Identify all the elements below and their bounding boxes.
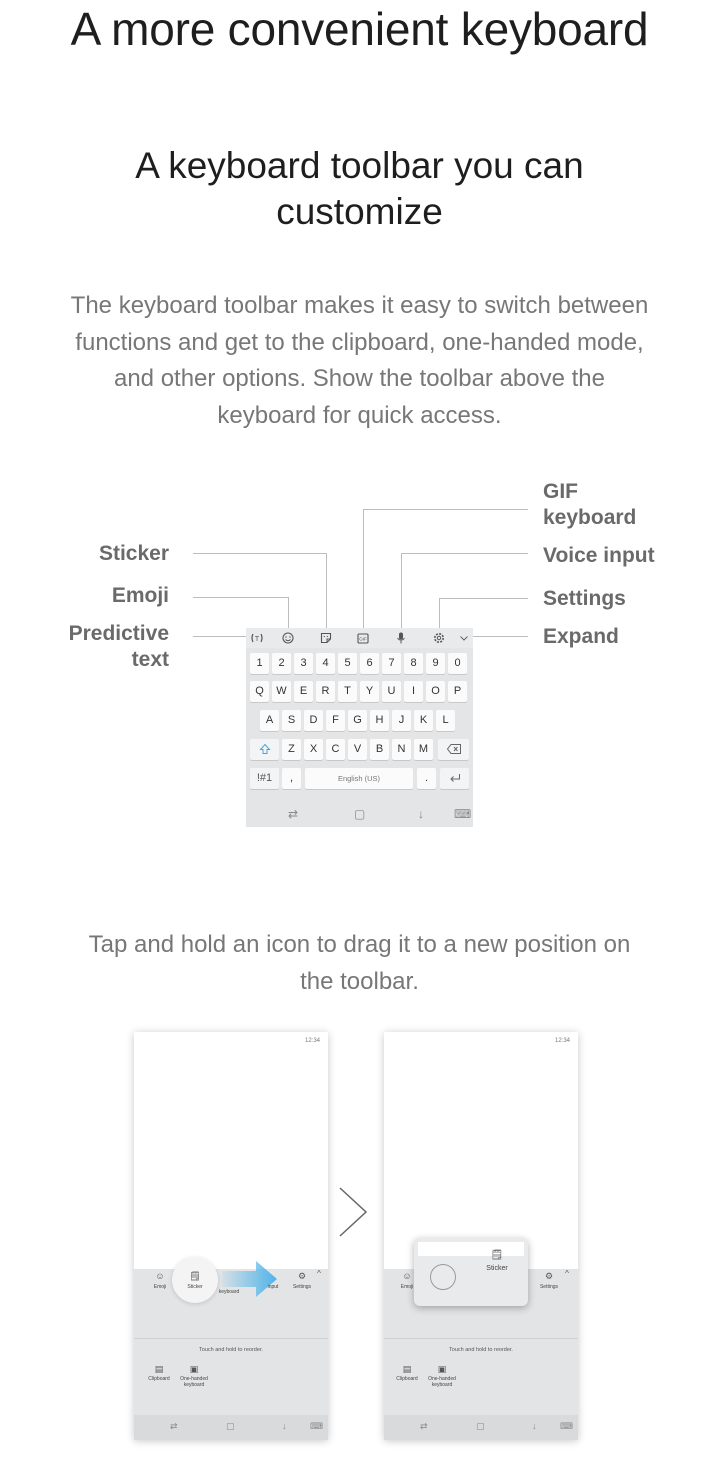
callout-voice-input: Voice input [543, 544, 655, 567]
gear-icon[interactable]: ⚙ [297, 1271, 307, 1281]
key-t[interactable]: T [338, 681, 357, 702]
key-y[interactable]: Y [360, 681, 379, 702]
section-title: A keyboard toolbar you can customize [135, 145, 584, 232]
key-6[interactable]: 6 [360, 653, 379, 674]
panel-divider [134, 1338, 328, 1339]
toolbar-label-emoji: Emoji [153, 1284, 167, 1290]
drag-arrow-icon [222, 1259, 278, 1299]
leader-line-settings [439, 598, 528, 599]
phone-before-drag [134, 1032, 328, 1440]
gear-icon[interactable]: ⚙ [544, 1271, 554, 1281]
key-v[interactable]: V [348, 739, 367, 760]
callout-gif-keyboard: GIF keyboard [543, 480, 637, 529]
callout-expand: Expand [543, 625, 619, 648]
sticker-drag-highlight[interactable] [172, 1257, 218, 1303]
chevron-right-icon [336, 1186, 370, 1238]
enter-key[interactable] [440, 768, 469, 789]
leader-line-emoji [193, 597, 289, 598]
one-handed-icon[interactable]: ▣ [437, 1364, 447, 1374]
keyboard-toolbar [246, 628, 473, 648]
callout-predictive-text: Predictive text [68, 622, 169, 671]
leader-line-emoji-vertical [288, 597, 289, 630]
home-icon[interactable]: ▢ [226, 1421, 235, 1431]
toolbar-label-settings: Settings [292, 1284, 312, 1290]
key-4[interactable]: 4 [316, 653, 335, 674]
backspace-icon [446, 743, 462, 755]
leader-line-settings-vertical [439, 598, 440, 630]
extra-label-clipboard: Clipboard [396, 1376, 418, 1382]
panel-divider [384, 1338, 578, 1339]
phone-navigation-bar [384, 1415, 578, 1440]
extra-label-clipboard: Clipboard [148, 1376, 170, 1382]
clipboard-icon[interactable]: ▤ [154, 1364, 164, 1374]
gear-icon[interactable] [432, 631, 446, 645]
dragged-toolbar-card[interactable] [414, 1238, 528, 1306]
leader-line-voice [401, 553, 528, 554]
sticker-icon[interactable] [319, 631, 333, 645]
gif-icon[interactable] [356, 631, 370, 645]
key-8[interactable]: 8 [404, 653, 423, 674]
period-key[interactable]: . [417, 768, 436, 789]
key-0[interactable]: 0 [448, 653, 467, 674]
key-5[interactable]: 5 [338, 653, 357, 674]
drop-target-circle [430, 1264, 456, 1290]
key-p[interactable]: P [448, 681, 467, 702]
toolbar-label-settings: Settings [539, 1284, 559, 1290]
callout-sticker: Sticker [98, 542, 169, 565]
space-key[interactable]: English (US) [305, 768, 413, 789]
reorder-hint: Touch and hold to reorder. [199, 1347, 263, 1353]
recent-apps-icon[interactable]: ⇄ [288, 807, 299, 821]
key-q[interactable]: Q [250, 681, 269, 702]
home-icon[interactable]: ▢ [476, 1421, 485, 1431]
card-top-strip [418, 1242, 524, 1256]
extra-label-one-handed: One-handed keyboard [428, 1376, 456, 1388]
chevron-up-icon[interactable]: ^ [565, 1269, 569, 1278]
svg-text:T: T [254, 636, 260, 643]
hide-keyboard-icon[interactable]: ↓ [532, 1421, 537, 1431]
recent-apps-icon[interactable]: ⇄ [170, 1421, 178, 1431]
backspace-key[interactable] [438, 739, 469, 760]
toolbar-label-emoji: Emoji [400, 1284, 414, 1290]
leader-line-voice-vertical [401, 553, 402, 630]
chevron-down-icon[interactable] [457, 631, 471, 645]
leader-line-gif-vertical [363, 509, 364, 630]
shift-key[interactable] [250, 739, 279, 760]
keyboard-navigation-bar [246, 802, 473, 827]
dragged-label-sticker: Sticker [486, 1265, 508, 1272]
toolbar-label-sticker: Sticker [187, 1284, 203, 1290]
key-f[interactable]: F [326, 710, 345, 731]
leader-line-sticker [193, 553, 326, 554]
key-r[interactable]: R [316, 681, 335, 702]
shift-icon [259, 743, 271, 755]
symbols-key[interactable]: !#1 [250, 768, 279, 789]
clipboard-icon[interactable]: ▤ [402, 1364, 412, 1374]
key-x[interactable]: X [304, 739, 323, 760]
extra-label-one-handed: One-handed keyboard [180, 1376, 208, 1388]
comma-key[interactable]: , [282, 768, 301, 789]
home-icon[interactable]: ▢ [354, 807, 366, 821]
keyboard-switch-icon[interactable]: ⌨ [310, 1421, 323, 1431]
keyboard-switch-icon[interactable]: ⌨ [560, 1421, 573, 1431]
svg-text:GIF: GIF [359, 636, 367, 642]
toolbar-edit-panel [134, 1269, 328, 1440]
key-u[interactable]: U [382, 681, 401, 702]
sticker-icon: 🗒 [490, 1250, 504, 1261]
sticker-icon: 🗒 [189, 1271, 201, 1281]
callout-settings: Settings [543, 587, 626, 610]
key-2[interactable]: 2 [272, 653, 291, 674]
key-o[interactable]: O [426, 681, 445, 702]
toolbar-label-keyboard: keyboard [218, 1289, 240, 1295]
key-1[interactable]: 1 [250, 653, 269, 674]
phone-during-drag [384, 1032, 578, 1440]
leader-line-sticker-vertical [326, 553, 327, 630]
key-s[interactable]: S [282, 710, 301, 731]
reorder-hint: Touch and hold to reorder. [449, 1347, 513, 1353]
emoji-icon[interactable]: ☺ [155, 1271, 165, 1281]
phone-navigation-bar [134, 1415, 328, 1440]
drag-instruction: Tap and hold an icon to drag it to a new position on the toolbar. [88, 931, 631, 995]
toolbar-description: The keyboard toolbar makes it easy to switch between functions and get to the clipboard, one-handed mode, and other options. Show the toolbar above the keyboard for quick access. [70, 292, 649, 429]
key-i[interactable]: I [404, 681, 423, 702]
key-a[interactable]: A [260, 710, 279, 731]
key-7[interactable]: 7 [382, 653, 401, 674]
key-3[interactable]: 3 [294, 653, 313, 674]
toolbar-label-input: input [267, 1284, 279, 1290]
predictive-text-icon[interactable] [250, 631, 264, 645]
key-b[interactable]: B [370, 739, 389, 760]
keyboard-illustration [246, 628, 473, 827]
recent-apps-icon[interactable]: ⇄ [420, 1421, 428, 1431]
one-handed-icon[interactable]: ▣ [189, 1364, 199, 1374]
key-l[interactable]: L [436, 710, 455, 731]
key-n[interactable]: N [392, 739, 411, 760]
key-c[interactable]: C [326, 739, 345, 760]
enter-icon [448, 772, 462, 784]
key-m[interactable]: M [414, 739, 433, 760]
status-time: 12:34 [554, 1038, 570, 1044]
leader-line-expand [466, 636, 528, 637]
chevron-up-icon[interactable]: ^ [317, 1269, 321, 1278]
key-w[interactable]: W [272, 681, 291, 702]
keyboard-switch-icon[interactable]: ⌨ [454, 807, 472, 821]
key-9[interactable]: 9 [426, 653, 445, 674]
emoji-icon[interactable] [281, 631, 295, 645]
key-z[interactable]: Z [282, 739, 301, 760]
emoji-icon[interactable]: ☺ [402, 1271, 412, 1281]
key-e[interactable]: E [294, 681, 313, 702]
status-time: 12:34 [304, 1038, 320, 1044]
key-j[interactable]: J [392, 710, 411, 731]
key-d[interactable]: D [304, 710, 323, 731]
hide-keyboard-icon[interactable]: ↓ [418, 807, 424, 821]
page-title: A more convenient keyboard [70, 3, 649, 55]
leader-line-predictive [193, 636, 250, 637]
microphone-icon[interactable] [394, 631, 408, 645]
callout-emoji: Emoji [111, 584, 169, 607]
leader-line-gif [363, 509, 528, 510]
key-g[interactable]: G [348, 710, 367, 731]
key-k[interactable]: K [414, 710, 433, 731]
hide-keyboard-icon[interactable]: ↓ [282, 1421, 287, 1431]
key-h[interactable]: H [370, 710, 389, 731]
